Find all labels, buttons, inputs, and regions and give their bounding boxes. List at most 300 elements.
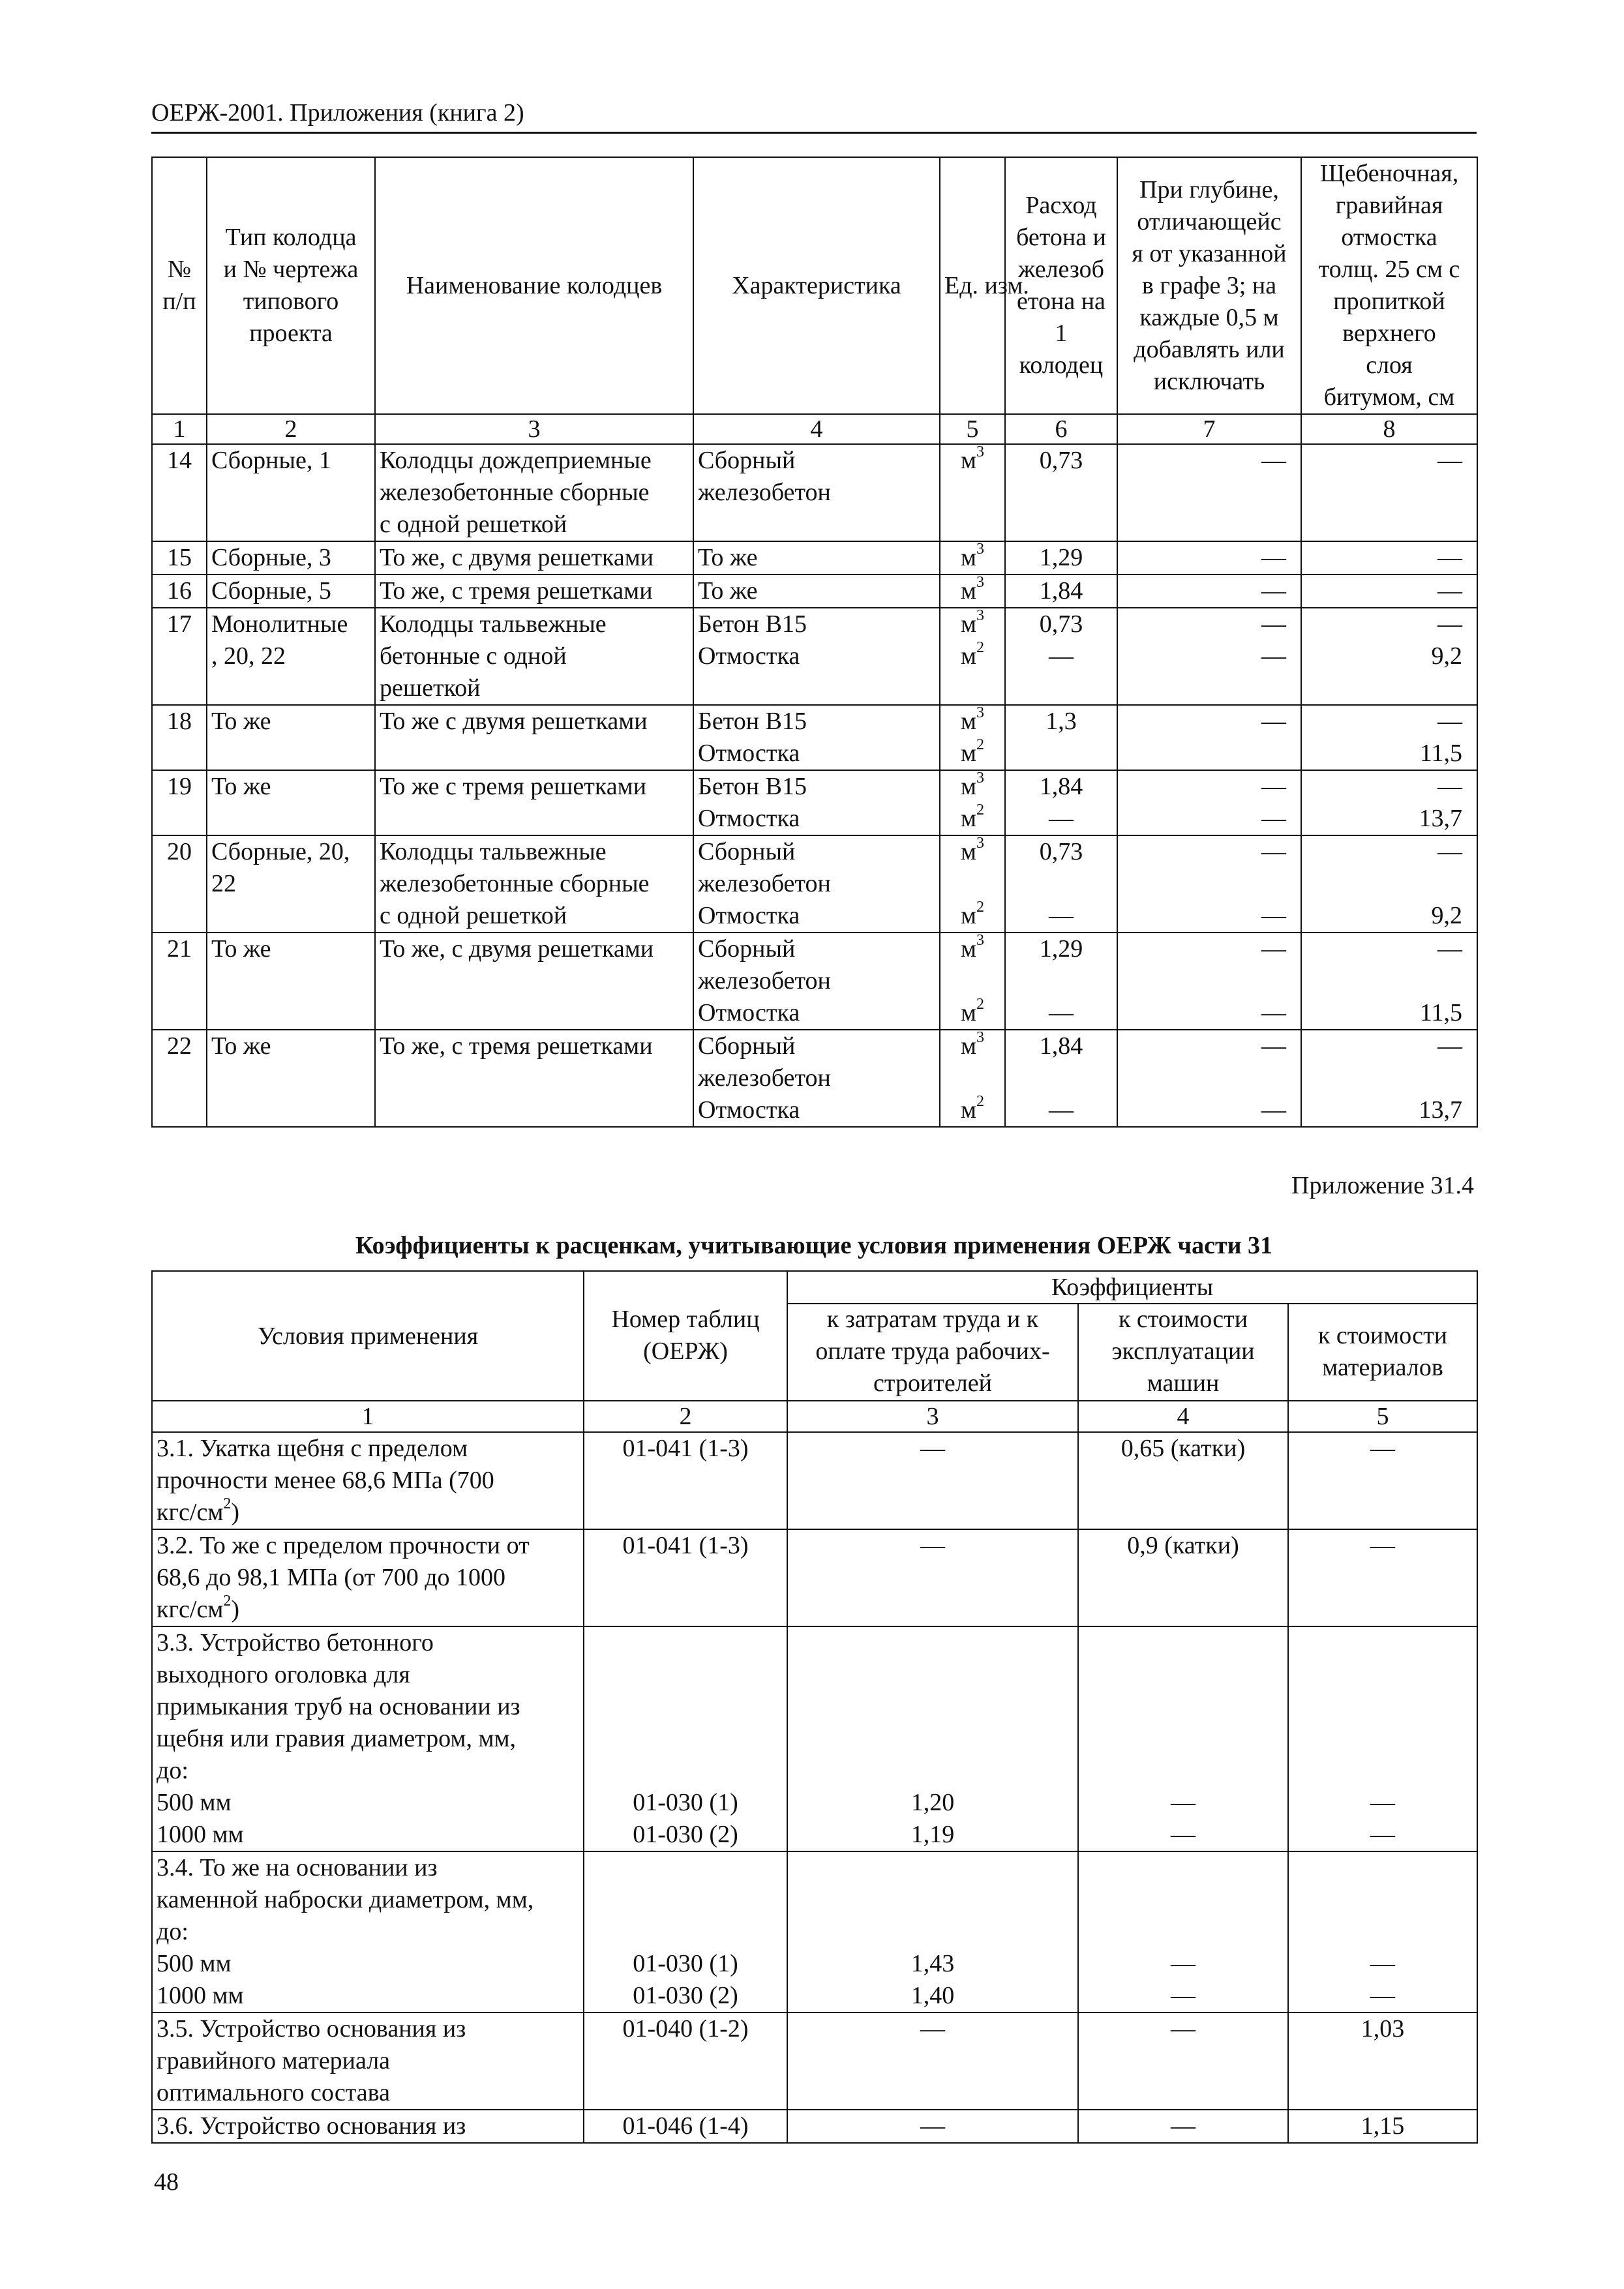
well-name-line: То же, с двумя решетками	[380, 544, 654, 571]
unit-line: $м^3$	[960, 541, 985, 571]
header-line: и № чертежа	[223, 256, 359, 283]
machines-coefficient-line: —	[1171, 2015, 1195, 2042]
materials-coefficient-line	[1293, 1691, 1473, 1723]
concrete-volume	[1005, 705, 1117, 770]
unit-line: $м^2$	[960, 801, 985, 832]
well-type	[207, 575, 375, 608]
column-number: 2	[207, 414, 375, 444]
labor-coefficient	[787, 1626, 1078, 1851]
condition-line: 1000 мм	[157, 1821, 244, 1848]
well-type-line: Монолитные	[211, 610, 348, 638]
paving-value-line: 9,2	[1431, 902, 1462, 929]
materials-coefficient-line	[1293, 1884, 1473, 1916]
well-type-line: То же	[211, 773, 271, 800]
header-line: добавлять или	[1134, 335, 1285, 363]
labor-coefficient-line: —	[920, 1435, 945, 1462]
column-number: 4	[693, 414, 940, 444]
table-number	[584, 1851, 787, 2012]
concrete-volume	[1005, 575, 1117, 608]
labor-coefficient-line	[792, 1852, 1074, 1884]
unit-line: $м^3$	[960, 835, 985, 865]
col-header-conditions: Условия применения	[152, 1271, 584, 1401]
header-line: исключать	[1153, 367, 1265, 395]
table-row	[152, 1851, 1477, 2012]
row-number-line: 16	[167, 577, 192, 605]
concrete-volume-line: —	[1049, 999, 1074, 1026]
well-type-line: То же	[211, 935, 271, 963]
well-type-line: Сборные, 20,	[211, 838, 350, 865]
paving-value-line: —	[1437, 577, 1462, 605]
unit	[940, 575, 1005, 608]
row-number	[152, 541, 207, 575]
characteristic-line: Бетон В15	[698, 773, 807, 800]
labor-coefficient-line: 1,40	[910, 1982, 955, 2009]
condition	[152, 2110, 584, 2143]
paving-value-line: —	[1437, 1032, 1462, 1060]
materials-coefficient-line	[1293, 1916, 1473, 1948]
labor-coefficient	[787, 1529, 1078, 1626]
paving-value	[1301, 705, 1477, 770]
unit-line: $м^3$	[960, 1029, 985, 1060]
materials-coefficient	[1288, 1529, 1477, 1626]
materials-coefficient	[1288, 2012, 1477, 2110]
header-line: проекта	[249, 320, 333, 347]
header-line: типового	[243, 288, 339, 315]
table-row	[152, 575, 1477, 608]
characteristic-line: железобетон	[698, 967, 831, 995]
materials-coefficient-line	[1293, 1723, 1473, 1755]
materials-coefficient-line: 1,15	[1361, 2112, 1405, 2140]
header-line: отличающейс	[1137, 207, 1282, 235]
machines-coefficient-line	[1083, 1627, 1284, 1659]
row-number	[152, 933, 207, 1030]
labor-coefficient-line	[792, 1627, 1074, 1659]
header-line: Расход	[1025, 192, 1097, 219]
concrete-volume-line: 1,84	[1039, 1032, 1083, 1060]
header-line: железоб	[1017, 256, 1105, 283]
header-line: етона на	[1017, 288, 1105, 315]
characteristic-line: То же	[698, 544, 758, 571]
column-number: 8	[1301, 414, 1477, 444]
paving-value-line: 9,2	[1431, 642, 1462, 670]
col-header-no	[152, 157, 207, 414]
unit-line: $м^2$	[960, 996, 985, 1026]
characteristic	[693, 541, 940, 575]
well-name-line: Колодцы дождеприемные	[380, 447, 652, 474]
paving-value-line: —	[1437, 610, 1462, 638]
concrete-volume-line: 0,73	[1039, 838, 1083, 865]
labor-coefficient-line	[792, 1884, 1074, 1916]
header-line: материалов	[1322, 1353, 1443, 1381]
header-line: отмостка	[1341, 224, 1437, 251]
concrete-volume-line: 1,3	[1045, 708, 1077, 735]
well-name-line: То же с двумя решетками	[380, 708, 648, 735]
header-line: оплате труда рабочих-	[815, 1338, 1050, 1365]
col-header-machines	[1078, 1304, 1288, 1401]
characteristic-line: железобетон	[698, 1064, 831, 1092]
well-name-line: железобетонные сборные	[380, 479, 650, 506]
labor-coefficient-line	[792, 1659, 1074, 1691]
paving-value	[1301, 933, 1477, 1030]
header-line: в графе 3; на	[1141, 271, 1277, 299]
wells-table	[151, 157, 1478, 1128]
well-type	[207, 541, 375, 575]
concrete-volume-line: 1,84	[1039, 773, 1083, 800]
row-number-line: 22	[167, 1032, 192, 1060]
depth-adjust-line: —	[1261, 577, 1286, 605]
header-line: строителей	[873, 1369, 992, 1397]
condition-line: 3.2. То же с пределом прочности от	[157, 1532, 530, 1559]
concrete-volume-line: 1,29	[1039, 544, 1083, 571]
unit-line: $м^3$	[960, 443, 985, 474]
paving-value-line: 13,7	[1419, 805, 1462, 832]
header-line: пропиткой	[1333, 288, 1445, 315]
unit-line: $м^3$	[960, 770, 985, 800]
paving-value	[1301, 541, 1477, 575]
table-number	[584, 2110, 787, 2143]
well-name-line: с одной решеткой	[380, 902, 567, 929]
unit-line: $м^2$	[960, 899, 985, 929]
labor-coefficient-line	[792, 1691, 1074, 1723]
characteristic	[693, 444, 940, 541]
paving-value	[1301, 770, 1477, 835]
column-number: 5	[940, 414, 1005, 444]
paving-value-line	[1306, 868, 1462, 900]
header-line: эксплуатации	[1111, 1338, 1255, 1365]
concrete-volume-line: 1,84	[1039, 577, 1083, 605]
labor-coefficient-line: 1,20	[910, 1789, 955, 1816]
labor-coefficient-line: —	[920, 1532, 945, 1559]
condition-line: 1000 мм	[157, 1982, 244, 2009]
table-number-line	[588, 1691, 783, 1723]
running-header: ОЕРЖ-2001. Приложения (книга 2)	[151, 97, 1477, 134]
condition-line: 500 мм	[157, 1950, 232, 1977]
paving-value-line	[1306, 1062, 1462, 1094]
unit	[940, 608, 1005, 705]
materials-coefficient-line: —	[1370, 1821, 1395, 1848]
well-name-line: железобетонные сборные	[380, 870, 650, 897]
machines-coefficient-line	[1083, 1852, 1284, 1884]
labor-coefficient-line	[792, 1755, 1074, 1787]
appendix-label: Приложение 31.4	[1291, 1172, 1474, 1199]
depth-adjust	[1117, 705, 1301, 770]
header-line: колодец	[1019, 352, 1104, 379]
concrete-volume-line: —	[1049, 1096, 1074, 1124]
row-number	[152, 1030, 207, 1127]
materials-coefficient-line: —	[1370, 1950, 1395, 1977]
machines-coefficient-line	[1083, 1659, 1284, 1691]
depth-adjust-line	[1122, 738, 1286, 770]
condition-line: кгс/$см^2$)	[157, 1495, 240, 1526]
well-name	[375, 444, 693, 541]
concrete-volume-line	[1010, 1062, 1113, 1094]
row-number	[152, 705, 207, 770]
materials-coefficient	[1288, 1851, 1477, 2012]
well-name-line: Колодцы тальвежные	[380, 610, 607, 638]
labor-coefficient-line: 1,43	[910, 1950, 955, 1977]
characteristic-line: Отмостка	[698, 642, 800, 670]
header-line: Номер таблиц	[611, 1305, 760, 1333]
table-row	[152, 705, 1477, 770]
machines-coefficient-line: 0,9 (катки)	[1127, 1532, 1239, 1559]
condition-line: 500 мм	[157, 1789, 232, 1816]
well-name-line: То же с тремя решетками	[380, 773, 647, 800]
table-number-line	[588, 1659, 783, 1691]
header-line: толщ. 25 см с	[1318, 256, 1460, 283]
paving-value	[1301, 608, 1477, 705]
table-number-line: 01-030 (2)	[633, 1982, 738, 2009]
col-header-table-no	[584, 1271, 787, 1401]
unit	[940, 541, 1005, 575]
header-line: я от указанной	[1132, 239, 1287, 267]
depth-adjust	[1117, 835, 1301, 933]
well-type	[207, 770, 375, 835]
depth-adjust-line: —	[1261, 902, 1286, 929]
materials-coefficient-line: —	[1370, 1789, 1395, 1816]
well-type	[207, 1030, 375, 1127]
condition-line: прочности менее 68,6 МПа (700	[157, 1467, 494, 1494]
row-number	[152, 444, 207, 541]
labor-coefficient-line	[792, 1723, 1074, 1755]
table-number-line: 01-041 (1-3)	[622, 1435, 749, 1462]
col-header-name: Наименование колодцев	[375, 157, 693, 414]
unit	[940, 705, 1005, 770]
depth-adjust-line: —	[1261, 838, 1286, 865]
depth-adjust	[1117, 933, 1301, 1030]
machines-coefficient-line: —	[1171, 2112, 1195, 2140]
characteristic-line: железобетон	[698, 479, 831, 506]
concrete-volume	[1005, 541, 1117, 575]
row-number	[152, 770, 207, 835]
depth-adjust-line: —	[1261, 935, 1286, 963]
machines-coefficient	[1078, 2110, 1288, 2143]
header-line: к стоимости	[1118, 1306, 1248, 1333]
row-number	[152, 835, 207, 933]
labor-coefficient-line: —	[920, 2015, 945, 2042]
characteristic-line: Бетон В15	[698, 708, 807, 735]
table-number-line	[588, 1627, 783, 1659]
concrete-volume-line	[1010, 965, 1113, 997]
header-line: бетона и	[1016, 224, 1106, 251]
table-row	[152, 2012, 1477, 2110]
depth-adjust-line: —	[1261, 773, 1286, 800]
unit	[940, 1030, 1005, 1127]
depth-adjust-line	[1122, 1062, 1286, 1094]
labor-coefficient	[787, 1851, 1078, 2012]
paving-value-line: —	[1437, 935, 1462, 963]
table2-column-numbers	[152, 1401, 1477, 1432]
table-row	[152, 1432, 1477, 1529]
materials-coefficient-line: —	[1370, 1435, 1395, 1462]
unit	[940, 933, 1005, 1030]
col-header-paving	[1301, 157, 1477, 414]
paving-value-line: 13,7	[1419, 1096, 1462, 1124]
table-number	[584, 1432, 787, 1529]
machines-coefficient-line: —	[1171, 1821, 1195, 1848]
depth-adjust	[1117, 608, 1301, 705]
page-number: 48	[154, 2168, 179, 2196]
concrete-volume-line	[1010, 738, 1113, 770]
well-name	[375, 835, 693, 933]
table-number-line: 01-030 (2)	[633, 1821, 738, 1848]
table-number	[584, 1529, 787, 1626]
concrete-volume-line: 1,29	[1039, 935, 1083, 963]
depth-adjust-line: —	[1261, 805, 1286, 832]
table-row	[152, 835, 1477, 933]
machines-coefficient-line: —	[1171, 1982, 1195, 2009]
unit-line	[944, 868, 1000, 900]
concrete-volume-line: 0,73	[1039, 447, 1083, 474]
well-type-line: Сборные, 5	[211, 577, 331, 605]
machines-coefficient	[1078, 1851, 1288, 2012]
well-name	[375, 608, 693, 705]
condition	[152, 1432, 584, 1529]
header-line: верхнего	[1342, 320, 1436, 347]
well-name-line: решеткой	[380, 674, 481, 702]
col-header-depth	[1117, 157, 1301, 414]
characteristic	[693, 933, 940, 1030]
paving-value-line: 11,5	[1419, 740, 1462, 767]
table-row	[152, 608, 1477, 705]
table-number-line: 01-030 (1)	[633, 1789, 738, 1816]
header-line: битумом, см	[1323, 383, 1455, 411]
header-line: машин	[1147, 1369, 1220, 1397]
header-line: гравийная	[1335, 192, 1443, 219]
depth-adjust	[1117, 770, 1301, 835]
condition-line: 3.1. Укатка щебня с пределом	[157, 1435, 468, 1462]
table-row	[152, 2110, 1477, 2143]
characteristic	[693, 770, 940, 835]
row-number-line: 17	[167, 610, 192, 638]
condition-line: до:	[157, 1918, 188, 1945]
table-number-line	[588, 1755, 783, 1787]
row-number-line: 21	[167, 935, 192, 963]
well-name-line: То же, с тремя решетками	[380, 1032, 653, 1060]
materials-coefficient-line	[1293, 1659, 1473, 1691]
table-number-line: 01-046 (1-4)	[622, 2112, 749, 2140]
col-header-materials	[1288, 1304, 1477, 1401]
paving-value	[1301, 575, 1477, 608]
unit	[940, 444, 1005, 541]
characteristic	[693, 835, 940, 933]
characteristic	[693, 1030, 940, 1127]
machines-coefficient	[1078, 1626, 1288, 1851]
machines-coefficient	[1078, 1432, 1288, 1529]
col-header-characteristic: Характеристика	[693, 157, 940, 414]
concrete-volume-line: 0,73	[1039, 610, 1083, 638]
column-number: 1	[152, 1401, 584, 1432]
table-row	[152, 1626, 1477, 1851]
materials-coefficient-line	[1293, 1627, 1473, 1659]
well-name	[375, 1030, 693, 1127]
paving-value-line: —	[1437, 773, 1462, 800]
table-number-line	[588, 1723, 783, 1755]
header-line: (ОЕРЖ)	[643, 1337, 728, 1365]
paving-value	[1301, 1030, 1477, 1127]
depth-adjust-line: —	[1261, 1096, 1286, 1124]
well-type-line: Сборные, 3	[211, 544, 331, 571]
machines-coefficient-line: —	[1171, 1950, 1195, 1977]
table-number-line: 01-040 (1-2)	[622, 2015, 749, 2042]
condition-line: 3.6. Устройство основания из	[157, 2112, 466, 2140]
depth-adjust-line: —	[1261, 447, 1286, 474]
table-number-line	[588, 1916, 783, 1948]
characteristic	[693, 608, 940, 705]
well-type	[207, 933, 375, 1030]
depth-adjust-line: —	[1261, 642, 1286, 670]
well-name-line: То же, с тремя решетками	[380, 577, 653, 605]
unit-line: $м^2$	[960, 639, 985, 670]
unit-line: $м^2$	[960, 1093, 985, 1124]
header-line: п/п	[162, 288, 196, 315]
table2-header-row-1	[152, 1271, 1477, 1304]
well-type	[207, 608, 375, 705]
condition-line: выходного оголовка для	[157, 1661, 410, 1688]
unit	[940, 770, 1005, 835]
condition	[152, 2012, 584, 2110]
depth-adjust-line: —	[1261, 610, 1286, 638]
row-number-line: 20	[167, 838, 192, 865]
machines-coefficient-line	[1083, 1691, 1284, 1723]
depth-adjust-line	[1122, 868, 1286, 900]
table-row	[152, 541, 1477, 575]
concrete-volume-line: —	[1049, 805, 1074, 832]
table-row	[152, 770, 1477, 835]
paving-value-line	[1306, 965, 1462, 997]
column-number: 5	[1288, 1401, 1477, 1432]
row-number	[152, 575, 207, 608]
labor-coefficient-line: 1,19	[910, 1821, 955, 1848]
machines-coefficient-line: 0,65 (катки)	[1120, 1435, 1246, 1462]
header-line: 1	[1055, 320, 1068, 347]
paving-value	[1301, 835, 1477, 933]
header-line: Тип колодца	[225, 224, 357, 251]
characteristic-line: Отмостка	[698, 999, 800, 1026]
well-type-line: То же	[211, 708, 271, 735]
paving-value-line: —	[1437, 708, 1462, 735]
well-name-line: Колодцы тальвежные	[380, 838, 607, 865]
well-name-line: бетонные с одной	[380, 642, 567, 670]
characteristic	[693, 575, 940, 608]
condition-line: 3.4. То же на основании из	[157, 1854, 438, 1881]
paving-value-line: 11,5	[1419, 999, 1462, 1026]
depth-adjust-line: —	[1261, 708, 1286, 735]
concrete-volume	[1005, 933, 1117, 1030]
unit-line	[944, 1062, 1000, 1094]
table2-caption: Коэффициенты к расценкам, учитывающие условия применения ОЕРЖ части 31	[355, 1232, 1273, 1259]
well-name	[375, 705, 693, 770]
condition-line: до:	[157, 1757, 188, 1784]
paving-value-line: —	[1437, 544, 1462, 571]
machines-coefficient-line	[1083, 1916, 1284, 1948]
col-header-labor	[787, 1304, 1078, 1401]
header-line: к затратам труда и к	[826, 1306, 1039, 1333]
table-number-line: 01-041 (1-3)	[622, 1532, 749, 1559]
row-number-line: 19	[167, 773, 192, 800]
characteristic	[693, 705, 940, 770]
row-number	[152, 608, 207, 705]
characteristic-line: Отмостка	[698, 902, 800, 929]
table-number	[584, 1626, 787, 1851]
concrete-volume	[1005, 1030, 1117, 1127]
concrete-volume-line: —	[1049, 902, 1074, 929]
well-type-line: То же	[211, 1032, 271, 1060]
depth-adjust	[1117, 575, 1301, 608]
condition-line: оптимального состава	[157, 2079, 390, 2106]
characteristic-line: То же	[698, 577, 758, 605]
well-type	[207, 835, 375, 933]
concrete-volume	[1005, 444, 1117, 541]
